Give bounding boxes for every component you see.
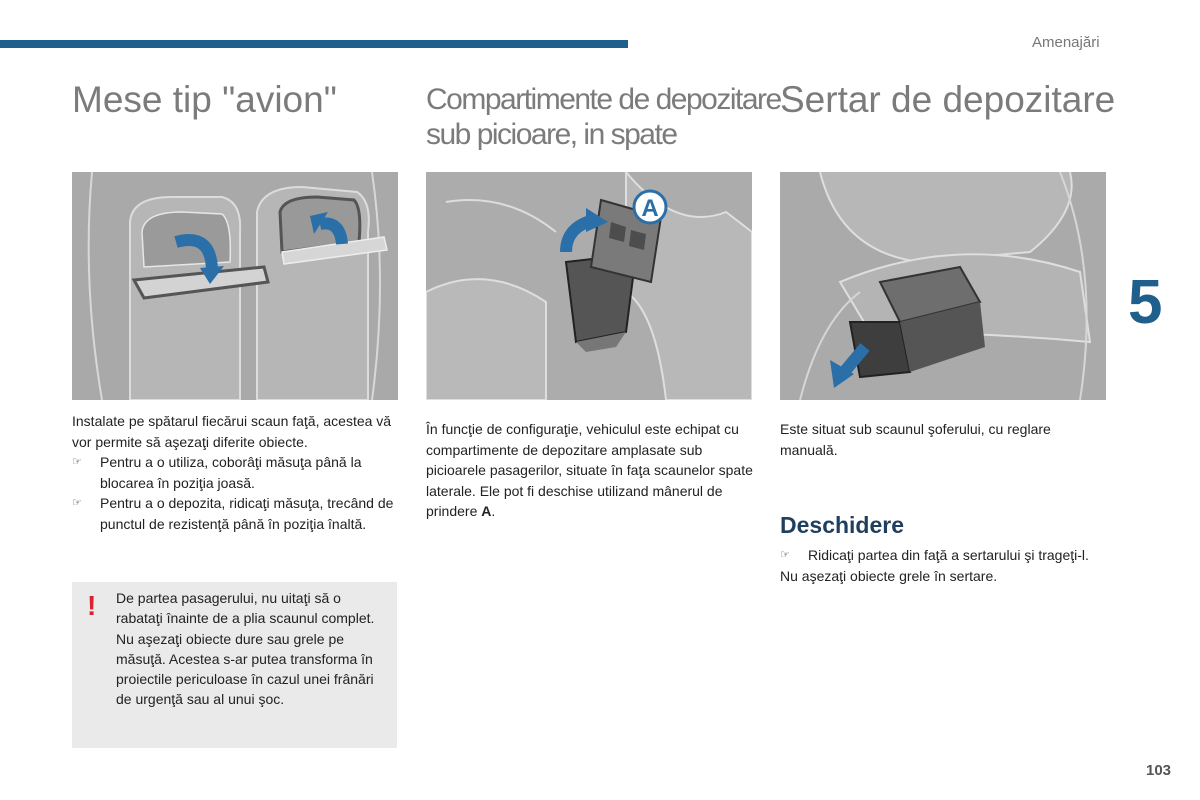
photo-storage-drawer xyxy=(780,172,1106,400)
bullet-item xyxy=(72,452,402,493)
warning-text: De partea pasagerului, nu uitaţi să o rabataţi înainte de a plia scaunul complet. xyxy=(116,590,375,627)
drawer-description: Este situat sub scaunul şoferului, cu reglare manuală. xyxy=(780,421,1051,458)
pointing-hand-icon: ☞ xyxy=(780,549,790,561)
page-number: 103 xyxy=(1146,762,1172,779)
section-title-tables: Mese tip "avion" xyxy=(72,79,337,120)
warning-icon: ! xyxy=(87,590,97,621)
underfloor-description xyxy=(426,419,756,522)
section-title-drawer: Sertar de depozitare xyxy=(780,79,1116,120)
underfloor-text-end: . xyxy=(491,503,496,519)
opening-subheading: Deschidere xyxy=(780,512,905,538)
section-title-underfloor xyxy=(426,83,781,152)
bullet-item xyxy=(72,493,402,534)
warning-text: Nu aşezaţi obiecte dure sau grele pe măsuţă. Acestea s-ar putea transforma în proiectile periculoase în cazul unei frânări de urgenţă sau al unui şoc. xyxy=(116,630,374,708)
tables-description xyxy=(72,411,402,534)
pointing-hand-icon: ☞ xyxy=(72,497,82,509)
bullet-item xyxy=(780,545,1100,566)
header-accent-bar xyxy=(0,40,628,48)
bullet-text: Pentru a o depozita, ridicaţi măsuţa, trecând de punctul de rezistenţă până în poziţia înaltă. xyxy=(100,495,394,532)
drawer-instructions xyxy=(780,545,1100,586)
drawer-note: Nu aşezaţi obiecte grele în sertare. xyxy=(780,567,998,584)
bullet-text: Pentru a o utiliza, coborâţi măsuţa până la blocarea în poziţia joasă. xyxy=(100,454,362,491)
pointing-hand-icon: ☞ xyxy=(72,456,82,468)
handle-label: A xyxy=(481,503,492,519)
warning-box xyxy=(72,582,397,748)
tables-intro: Instalate pe spătarul fiecărui scaun faţă, acestea vă vor permite să aşezaţi diferite obiecte. xyxy=(72,413,392,450)
underfloor-text: În funcţie de configuraţie, vehiculul este echipat cu compartimente de depozitare amplasate sub picioarele pasagerilor, situate în faţa scaunelor spate laterale. Ele pot fi deschise utilizand mânerul de prindere xyxy=(426,421,753,519)
bullet-text: Ridicaţi partea din faţă a sertarului şi trageţi-l. xyxy=(808,547,1089,563)
title-line: Compartimente de depozitare xyxy=(426,83,781,116)
title-line: sub picioare, in spate xyxy=(426,117,677,151)
section-label: Amenajări xyxy=(1032,34,1100,51)
photo-tray-tables xyxy=(72,172,398,400)
photo-underfloor-compartment xyxy=(426,172,752,400)
callout-label: A xyxy=(641,195,659,222)
chapter-number: 5 xyxy=(1128,268,1163,337)
